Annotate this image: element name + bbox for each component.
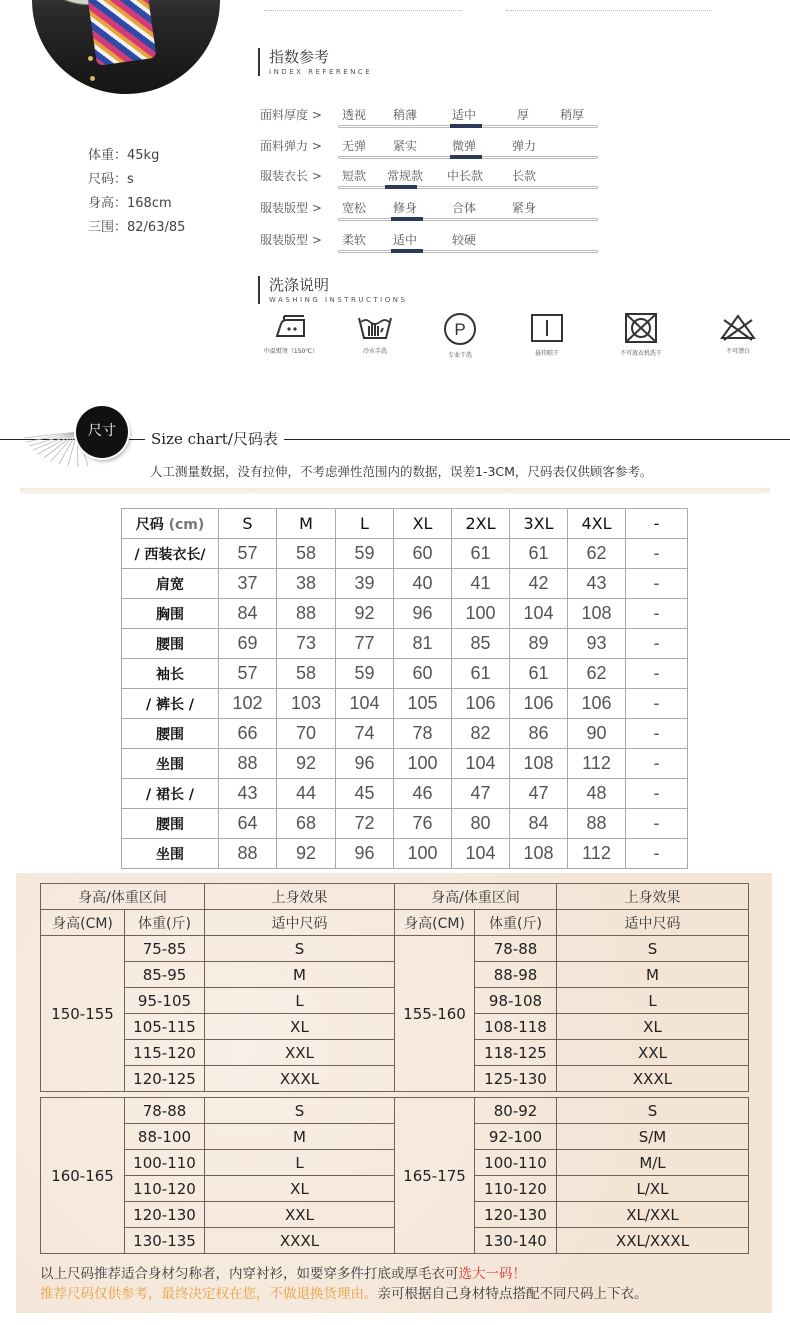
size-cell: 64 (219, 809, 277, 839)
size-cell: 96 (336, 749, 394, 779)
size-cell: 68 (277, 809, 336, 839)
reco-weight-range: 88-98 (475, 962, 557, 988)
reco-range-header: 身高/体重区间 (41, 884, 205, 910)
reco-height-header: 身高(CM) (395, 910, 475, 936)
reco-weight-range: 115-120 (125, 1040, 205, 1066)
wash-item (256, 312, 326, 355)
size-cell: 102 (219, 689, 277, 719)
index-row (260, 137, 600, 163)
note-text: 亲可根据自己身材特点搭配不同尺码上下衣。 (377, 1286, 648, 1302)
reco-size: XXL (557, 1040, 749, 1066)
wash-item (340, 312, 410, 355)
index-option: 柔软 (342, 233, 367, 247)
index-row (260, 199, 600, 225)
index-row-label: 服装衣长 > (260, 169, 322, 183)
reco-size: S (557, 936, 749, 962)
size-badge: 尺寸 (76, 406, 128, 458)
size-row (122, 719, 688, 749)
index-row-label: 面料弹力 > (260, 139, 322, 153)
svg-text:P: P (454, 320, 466, 339)
reco-size: S/M (557, 1124, 749, 1150)
size-cell: 57 (219, 659, 277, 689)
reco-size: XXL (205, 1040, 395, 1066)
size-cell: - (626, 839, 688, 869)
index-selected-marker (450, 124, 482, 128)
size-table-header (122, 509, 688, 539)
reco-body (41, 936, 749, 1092)
reco-size: L/XL (557, 1176, 749, 1202)
model-stats (88, 144, 185, 240)
reco-size: XL/XXL (557, 1202, 749, 1228)
size-cell: 105 (394, 689, 452, 719)
size-cell: 88 (219, 839, 277, 869)
size-cell: 40 (394, 569, 452, 599)
reco-size: XXXL (205, 1066, 395, 1092)
note-highlight: 推荐尺码仅供参考，最终决定权在您，不做退换货理由。 (40, 1286, 378, 1302)
size-table (121, 508, 688, 869)
size-cell: 57 (219, 539, 277, 569)
size-cell: 76 (394, 809, 452, 839)
note-text: 以上尺码推荐适合身材匀称者，内穿衬衫，如要穿多件打底或厚毛衣可 (40, 1266, 459, 1282)
size-row-label: 腰围 (122, 629, 219, 659)
reco-weight-range: 130-135 (125, 1228, 205, 1254)
index-row (260, 106, 600, 132)
size-cell: - (626, 599, 688, 629)
index-row-label: 服装版型 > (260, 233, 322, 247)
index-track (338, 218, 598, 221)
size-row-label: 腰围 (122, 809, 219, 839)
model-measurements: 三围：82/63/85 (88, 220, 186, 235)
size-cell: 62 (568, 659, 626, 689)
reco-size: M (205, 1124, 395, 1150)
size-cell: 66 (219, 719, 277, 749)
reco-height-range: 150-155 (41, 936, 125, 1092)
size-cell: 112 (568, 839, 626, 869)
wash-caption: 冷水手洗 (362, 348, 387, 355)
scarf-graphic (87, 0, 156, 66)
index-row (260, 167, 600, 193)
divider (506, 10, 712, 11)
recommendation-note (40, 1262, 526, 1282)
hand-wash-icon (355, 312, 395, 342)
size-row (122, 539, 688, 569)
reco-height-range: 160-165 (41, 1098, 125, 1254)
size-row-label: / 裤长 / (122, 689, 219, 719)
size-row-label: 坐围 (122, 839, 219, 869)
size-cell: 93 (568, 629, 626, 659)
reco-effect-header: 上身效果 (205, 884, 395, 910)
size-cell: 61 (452, 659, 510, 689)
index-option: 较硬 (452, 233, 477, 247)
size-col-header: M (277, 509, 336, 539)
reco-weight-range: 105-115 (125, 1014, 205, 1040)
size-cell: 89 (510, 629, 568, 659)
wash-caption: 不可漂白 (725, 348, 750, 355)
size-col-header: L (336, 509, 394, 539)
index-track (338, 186, 598, 189)
reco-size: M (205, 962, 395, 988)
reco-weight-range: 100-110 (475, 1150, 557, 1176)
index-option: 适中 (393, 233, 418, 247)
index-option: 长款 (512, 169, 537, 183)
reco-weight-range: 118-125 (475, 1040, 557, 1066)
reco-size: XXXL (205, 1228, 395, 1254)
index-track (338, 250, 598, 253)
size-cell: 70 (277, 719, 336, 749)
coat-button (90, 76, 95, 81)
recommendation-note (40, 1282, 648, 1302)
size-cell: - (626, 569, 688, 599)
index-title-cn: 指数参考 (269, 48, 330, 66)
reco-height-header: 身高(CM) (41, 910, 125, 936)
size-col-header: 3XL (510, 509, 568, 539)
hang-dry-icon (527, 312, 567, 344)
size-cell: 74 (336, 719, 394, 749)
index-option: 微弹 (452, 139, 477, 153)
wash-item (606, 312, 676, 357)
reco-size: L (557, 988, 749, 1014)
size-cell: 73 (277, 629, 336, 659)
size-cell: 100 (394, 749, 452, 779)
index-option: 透视 (342, 108, 367, 122)
size-cell: - (626, 719, 688, 749)
size-cell: 88 (219, 749, 277, 779)
reco-weight-range: 130-140 (475, 1228, 557, 1254)
size-col-header: 2XL (452, 509, 510, 539)
size-cell: 58 (277, 659, 336, 689)
size-cell: 84 (510, 809, 568, 839)
reco-size: XL (205, 1176, 395, 1202)
size-cell: 80 (452, 809, 510, 839)
reco-weight-range: 78-88 (475, 936, 557, 962)
index-option: 弹力 (512, 139, 537, 153)
size-row (122, 689, 688, 719)
reco-size: XL (205, 1014, 395, 1040)
size-cell: 81 (394, 629, 452, 659)
reco-weight-range: 120-125 (125, 1066, 205, 1092)
size-cell: 96 (336, 839, 394, 869)
size-cell: 85 (452, 629, 510, 659)
size-cell: 62 (568, 539, 626, 569)
size-col-header: S (219, 509, 277, 539)
size-cell: 103 (277, 689, 336, 719)
reco-weight-header: 体重(斤) (125, 910, 205, 936)
coat-button (88, 56, 93, 61)
reco-size-header: 适中尺码 (205, 910, 395, 936)
size-cell: 88 (277, 599, 336, 629)
wash-caption: 中温熨烫（150℃） (263, 348, 319, 355)
size-row-label: 肩宽 (122, 569, 219, 599)
size-cell: 43 (219, 779, 277, 809)
index-option: 紧身 (512, 201, 537, 215)
size-cell: 43 (568, 569, 626, 599)
size-row-label: / 西装衣长/ (122, 539, 219, 569)
size-col-header: 4XL (568, 509, 626, 539)
recommendation-table (40, 1097, 749, 1254)
washing-title-en: WASHING INSTRUCTIONS (269, 296, 408, 304)
size-cell: - (626, 539, 688, 569)
size-row (122, 839, 688, 869)
size-cell: - (626, 659, 688, 689)
reco-weight-range: 120-130 (475, 1202, 557, 1228)
reco-size: S (205, 1098, 395, 1124)
size-cell: 61 (510, 539, 568, 569)
size-cell: - (626, 689, 688, 719)
wash-item (425, 312, 495, 359)
reco-size: M (557, 962, 749, 988)
size-row (122, 809, 688, 839)
size-row-label: 腰围 (122, 719, 219, 749)
reco-header-row (41, 884, 749, 910)
size-row (122, 749, 688, 779)
index-title-en: INDEX REFERENCE (269, 68, 373, 76)
reco-size: S (557, 1098, 749, 1124)
size-cell: 108 (510, 749, 568, 779)
size-cell: 47 (510, 779, 568, 809)
reco-effect-header: 上身效果 (557, 884, 749, 910)
reco-row (41, 1098, 749, 1124)
banner-shadow (20, 488, 770, 494)
size-chart-title: Size chart/尺码表 (145, 428, 284, 449)
size-row (122, 569, 688, 599)
model-weight: 体重：45kg (88, 148, 160, 163)
reco-size: XXXL (557, 1066, 749, 1092)
size-cell: 48 (568, 779, 626, 809)
wash-item (512, 312, 582, 357)
recommendation-table (40, 883, 749, 1092)
size-cell: 92 (277, 839, 336, 869)
size-col-header: XL (394, 509, 452, 539)
size-cell: 90 (568, 719, 626, 749)
reco-weight-range: 78-88 (125, 1098, 205, 1124)
index-selected-marker (391, 217, 423, 221)
model-photo (32, 0, 220, 94)
size-cell: 106 (452, 689, 510, 719)
index-selected-marker (385, 185, 417, 189)
size-cell: 92 (336, 599, 394, 629)
size-cell: - (626, 749, 688, 779)
size-table-body (122, 539, 688, 869)
note-highlight: 选大一码！ (458, 1266, 526, 1282)
reco-size: XL (557, 1014, 749, 1040)
index-option: 合体 (452, 201, 477, 215)
size-cell: 104 (336, 689, 394, 719)
size-header-label (122, 509, 219, 539)
size-cell: 44 (277, 779, 336, 809)
no-machine-wash-icon (621, 312, 661, 344)
model-height: 身高：168cm (88, 196, 172, 211)
size-cell: 46 (394, 779, 452, 809)
reco-subheader-row (41, 910, 749, 936)
size-cell: 82 (452, 719, 510, 749)
size-header-unit: (cm) (168, 516, 205, 533)
index-option: 紧实 (393, 139, 418, 153)
index-option: 常规款 (387, 169, 424, 183)
size-cell: 104 (452, 839, 510, 869)
reco-size: L (205, 1150, 395, 1176)
index-row-label: 服装版型 > (260, 201, 322, 215)
dry-clean-icon (440, 312, 480, 346)
size-cell: 59 (336, 659, 394, 689)
wash-item (703, 312, 773, 355)
size-cell: 78 (394, 719, 452, 749)
reco-weight-range: 98-108 (475, 988, 557, 1014)
size-row-label: 袖长 (122, 659, 219, 689)
reco-size: M/L (557, 1150, 749, 1176)
washing-title-cn: 洗涤说明 (269, 276, 330, 294)
size-cell: 39 (336, 569, 394, 599)
washing-title (258, 276, 407, 304)
size-chart-note: 人工测量数据，没有拉伸，不考虑弹性范围内的数据，误差1-3CM，尺码表仅供顾客参考。 (150, 464, 653, 479)
index-option: 修身 (393, 201, 418, 215)
index-option: 稍薄 (393, 108, 418, 122)
wash-caption: 悬挂晾干 (534, 350, 559, 357)
index-option: 中长款 (447, 169, 484, 183)
reco-body (41, 1098, 749, 1254)
index-selected-marker (450, 155, 482, 159)
reco-weight-range: 92-100 (475, 1124, 557, 1150)
size-cell: 60 (394, 539, 452, 569)
reco-size-header: 适中尺码 (557, 910, 749, 936)
index-row-label: 面料厚度 > (260, 108, 322, 122)
size-cell: 77 (336, 629, 394, 659)
size-cell: 106 (510, 689, 568, 719)
size-cell: 106 (568, 689, 626, 719)
size-cell: 96 (394, 599, 452, 629)
size-row-label: / 裙长 / (122, 779, 219, 809)
index-option: 无弹 (342, 139, 367, 153)
size-cell: 47 (452, 779, 510, 809)
size-cell: 92 (277, 749, 336, 779)
size-cell: 69 (219, 629, 277, 659)
size-cell: - (626, 779, 688, 809)
wash-caption: 不可放衣机洗干 (619, 350, 662, 357)
index-option: 宽松 (342, 201, 367, 215)
size-cell: 112 (568, 749, 626, 779)
size-cell: 72 (336, 809, 394, 839)
size-header-text: 尺码 (135, 516, 164, 533)
reco-weight-range: 108-118 (475, 1014, 557, 1040)
size-cell: 41 (452, 569, 510, 599)
size-cell: - (626, 809, 688, 839)
size-row-label: 坐围 (122, 749, 219, 779)
index-option: 短款 (342, 169, 367, 183)
reco-weight-range: 125-130 (475, 1066, 557, 1092)
index-option: 厚 (517, 108, 530, 122)
reco-weight-range: 120-130 (125, 1202, 205, 1228)
size-cell: 100 (394, 839, 452, 869)
index-selected-marker (391, 249, 423, 253)
index-option: 适中 (452, 108, 477, 122)
size-cell: 59 (336, 539, 394, 569)
index-row (260, 231, 600, 257)
size-cell: 37 (219, 569, 277, 599)
index-reference-title (258, 48, 372, 76)
iron-medium-icon (271, 312, 311, 342)
size-cell: 108 (568, 599, 626, 629)
size-col-header: - (626, 509, 688, 539)
reco-weight-range: 110-120 (125, 1176, 205, 1202)
size-row-label: 胸围 (122, 599, 219, 629)
size-cell: 42 (510, 569, 568, 599)
size-cell: 86 (510, 719, 568, 749)
size-cell: 61 (510, 659, 568, 689)
reco-weight-range: 95-105 (125, 988, 205, 1014)
size-cell: 84 (219, 599, 277, 629)
reco-weight-range: 80-92 (475, 1098, 557, 1124)
reco-height-range: 155-160 (395, 936, 475, 1092)
reco-weight-range: 85-95 (125, 962, 205, 988)
size-cell: 100 (452, 599, 510, 629)
size-row (122, 779, 688, 809)
reco-size: S (205, 936, 395, 962)
reco-size: XXL/XXXL (557, 1228, 749, 1254)
no-bleach-icon (718, 312, 758, 342)
model-size: 尺码：s (88, 172, 134, 187)
reco-weight-range: 75-85 (125, 936, 205, 962)
reco-size: L (205, 988, 395, 1014)
reco-weight-header: 体重(斤) (475, 910, 557, 936)
size-cell: 61 (452, 539, 510, 569)
size-cell: 104 (452, 749, 510, 779)
reco-weight-range: 110-120 (475, 1176, 557, 1202)
reco-size: XXL (205, 1202, 395, 1228)
reco-weight-range: 100-110 (125, 1150, 205, 1176)
size-cell: 58 (277, 539, 336, 569)
size-cell: 45 (336, 779, 394, 809)
reco-weight-range: 88-100 (125, 1124, 205, 1150)
reco-height-range: 165-175 (395, 1098, 475, 1254)
size-row (122, 629, 688, 659)
size-cell: 108 (510, 839, 568, 869)
size-row (122, 659, 688, 689)
size-row (122, 599, 688, 629)
size-cell: 104 (510, 599, 568, 629)
size-cell: 60 (394, 659, 452, 689)
size-cell: 38 (277, 569, 336, 599)
size-cell: - (626, 629, 688, 659)
index-option: 稍厚 (560, 108, 585, 122)
wash-caption: 专业干洗 (447, 352, 472, 359)
divider (264, 10, 462, 11)
size-cell: 88 (568, 809, 626, 839)
reco-range-header: 身高/体重区间 (395, 884, 557, 910)
reco-row (41, 936, 749, 962)
